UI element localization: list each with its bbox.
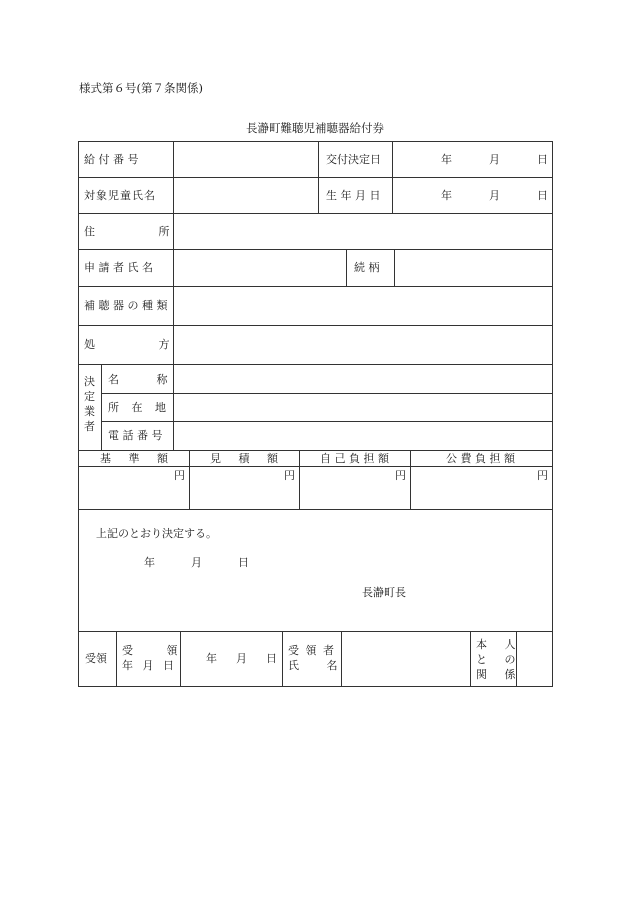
label-kyufu-bango: 給 付 番 号 [84,153,139,166]
decision-statement: 上記のとおり決定する。 [96,527,217,540]
label-honnin-l2: と の [476,653,516,666]
document-title: 長瀞町難聴児補聴器給付券 [246,121,384,135]
label-ketteigyosha: 決 定 業 者 [84,375,95,433]
label-honnin-l3: 関 係 [476,668,516,681]
receipt-day: 日 [266,652,277,665]
date2-year: 年 [441,189,452,202]
receipt-month: 月 [236,652,247,665]
label-juryo-l2: 年 月 日 [122,659,174,672]
label-shinseisha-shimei: 申 請 者 氏 名 [84,261,153,274]
label-denwa-bango: 電 話 番 号 [108,429,163,442]
form-number: 様式第６号(第７条関係) [79,81,203,95]
label-juryosha-l1: 受 領 者 [288,644,334,657]
label-kofu-ketteibi: 交付決定日 [326,153,381,166]
label-meisho: 名 称 [108,373,168,386]
date1-day: 日 [537,153,548,166]
label-zokugara: 続 柄 [354,261,380,274]
date1-month: 月 [489,153,500,166]
yen-kijun: 円 [174,469,185,482]
yen-kohi: 円 [537,469,548,482]
date1-year: 年 [441,153,452,166]
label-juryo: 受領 [85,652,107,665]
decision-year: 年 [144,556,155,569]
label-juryosha-l2: 氏 名 [288,659,338,672]
yen-jiko: 円 [395,469,406,482]
yen-mitsumori: 円 [284,469,295,482]
label-juryo-l1: 受 領 [122,644,178,657]
decision-month: 月 [191,556,202,569]
header-jiko-futangaku: 自 己 負 担 額 [320,452,389,465]
label-taisho-jido-shimei: 対象児童氏名 [84,189,156,202]
date2-month: 月 [489,189,500,202]
label-shoho: 処 方 [84,338,170,351]
header-mitsumorigaku: 見 積 額 [210,452,278,465]
decision-day: 日 [238,556,249,569]
receipt-year: 年 [206,652,217,665]
label-shozaichi: 所 在 地 [108,401,166,414]
label-seinengappi: 生 年 月 日 [326,189,381,202]
date2-day: 日 [537,189,548,202]
header-kijungaku: 基 準 額 [100,452,168,465]
decision-issuer: 長瀞町長 [362,586,406,599]
label-honnin-l1: 本 人 [476,638,516,651]
label-hochouki-shurui: 補 聴 器 の 種 類 [84,299,168,312]
header-kohi-futangaku: 公 費 負 担 額 [446,452,515,465]
label-jusho: 住 所 [84,225,170,238]
